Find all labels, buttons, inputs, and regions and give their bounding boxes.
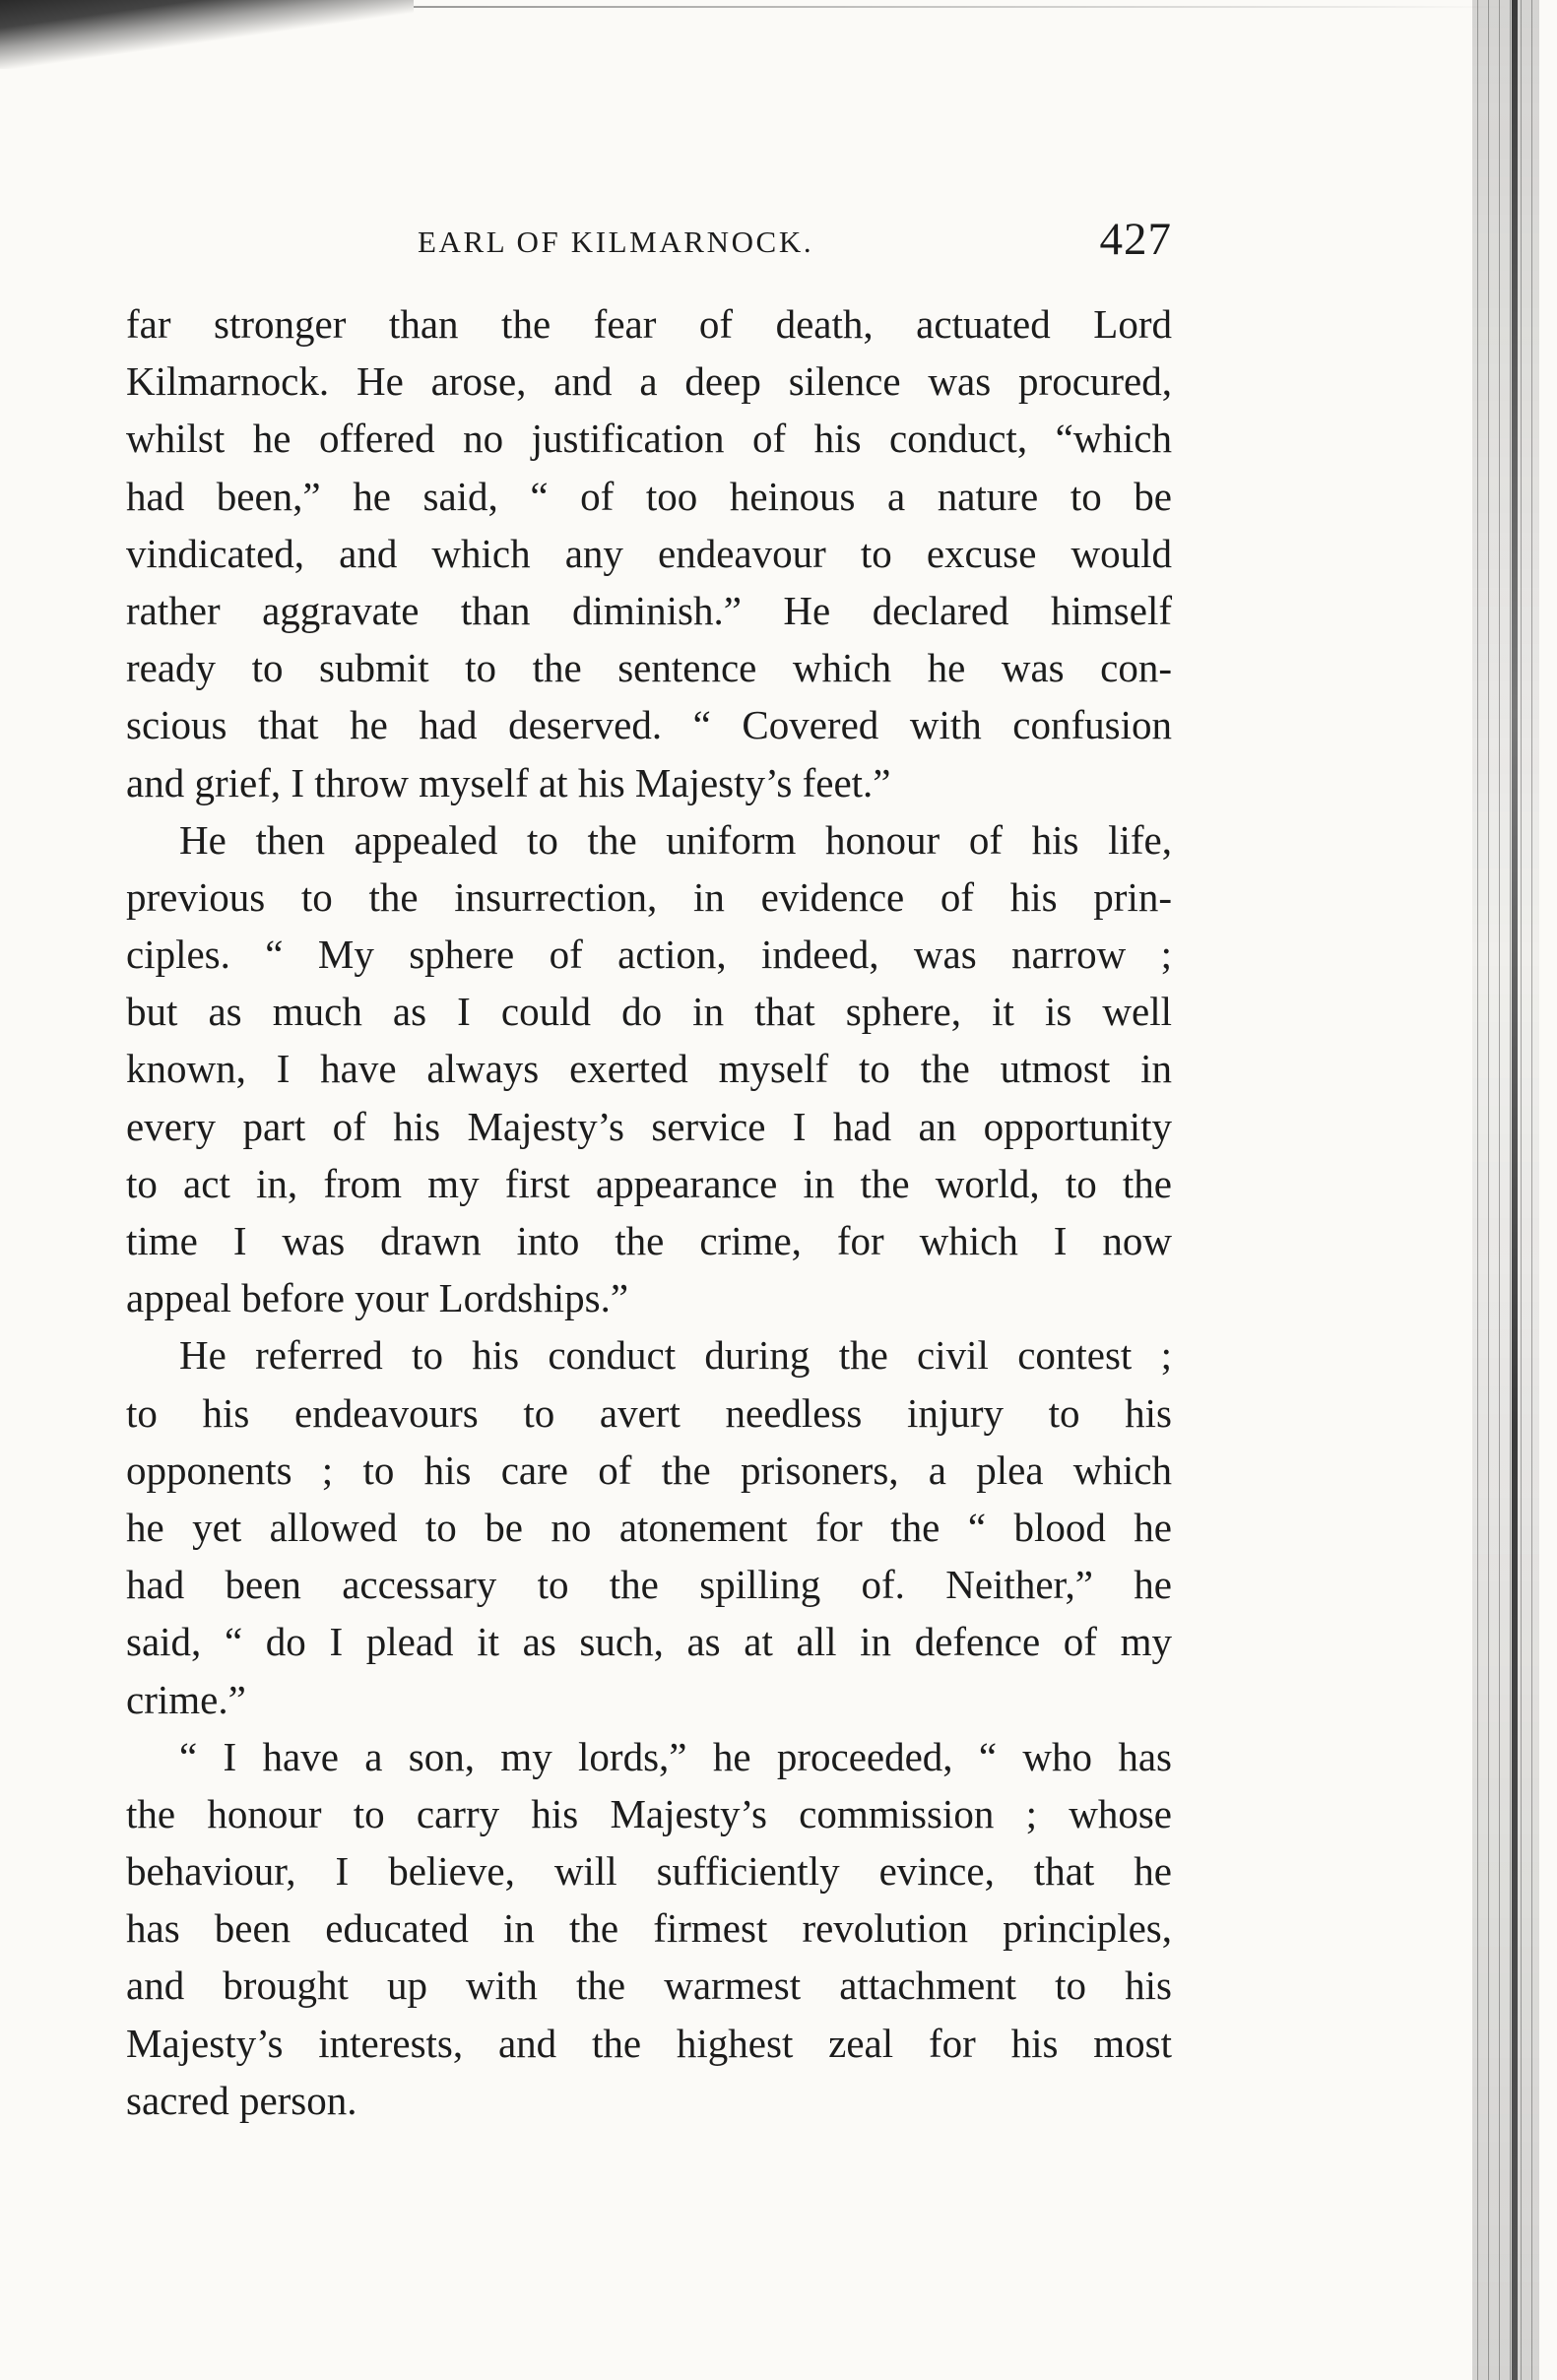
text-line: scious that he had deserved. “ Covered with confusion — [126, 702, 1172, 748]
text-line: ciples. “ My sphere of action, indeed, was narrow ; — [126, 932, 1172, 978]
body-text — [126, 295, 1172, 2129]
text-line: and brought up with the warmest attachment to his — [126, 1962, 1172, 2009]
text-line: sacred person. — [126, 2077, 357, 2123]
text-line: said, “ do I plead it as such, as at all in defence of my — [126, 1619, 1172, 1665]
text-line: ready to submit to the sentence which he was con- — [126, 645, 1172, 691]
text-line: crime.” — [126, 1676, 246, 1722]
scan-shadow — [0, 0, 414, 69]
text-line: Majesty’s interests, and the highest zeal for his most — [126, 2020, 1172, 2066]
text-line: appeal before your Lordships.” — [126, 1275, 629, 1321]
text-line: opponents ; to his care of the prisoners, a plea which — [126, 1447, 1172, 1493]
running-head — [126, 215, 1172, 274]
text-line: time I was drawn into the crime, for which I now — [126, 1218, 1172, 1263]
paragraph-first-line: “ I have a son, my lords,” he proceeded, “ who has — [179, 1733, 1172, 1779]
text-line: every part of his Majesty’s service I had an opportunity — [126, 1103, 1172, 1149]
text-line: far stronger than the fear of death, actuated Lord — [126, 301, 1172, 347]
scan-edge — [414, 6, 1507, 8]
paragraph-first-line: He referred to his conduct during the civil contest ; — [179, 1332, 1172, 1379]
text-line: he yet allowed to be no atonement for the “ blood he — [126, 1504, 1172, 1550]
text-line: vindicated, and which any endeavour to excuse would — [126, 530, 1172, 576]
text-line: rather aggravate than diminish.” He declared himself — [126, 587, 1172, 633]
text-line: to his endeavours to avert needless injury to his — [126, 1389, 1172, 1436]
paragraph-first-line: He then appealed to the uniform honour of his life, — [179, 816, 1172, 863]
text-line: Kilmarnock. He arose, and a deep silence was procured, — [126, 358, 1172, 405]
page-gutter-edge — [1512, 0, 1518, 2380]
text-line: and grief, I throw myself at his Majesty’s feet.” — [126, 759, 891, 805]
text-line: known, I have always exerted myself to the utmost in — [126, 1046, 1172, 1092]
text-line: had been accessary to the spilling of. Neither,” he — [126, 1562, 1172, 1608]
page-number: 427 — [1099, 214, 1172, 265]
running-title: EARL OF KILMARNOCK. — [418, 225, 814, 259]
text-line: to act in, from my first appearance in the world, to the — [126, 1160, 1172, 1206]
text-line: had been,” he said, “ of too heinous a nature to be — [126, 473, 1172, 519]
text-line: but as much as I could do in that sphere, it is well — [126, 989, 1172, 1035]
text-line: the honour to carry his Majesty’s commission ; whose — [126, 1790, 1172, 1836]
text-line: has been educated in the firmest revolution principles, — [126, 1905, 1172, 1952]
text-line: behaviour, I believe, will sufficiently evince, that he — [126, 1848, 1172, 1895]
text-line: previous to the insurrection, in evidence of his prin- — [126, 873, 1172, 920]
page-gutter — [1472, 0, 1539, 2380]
text-line: whilst he offered no justification of his conduct, “which — [126, 416, 1172, 462]
